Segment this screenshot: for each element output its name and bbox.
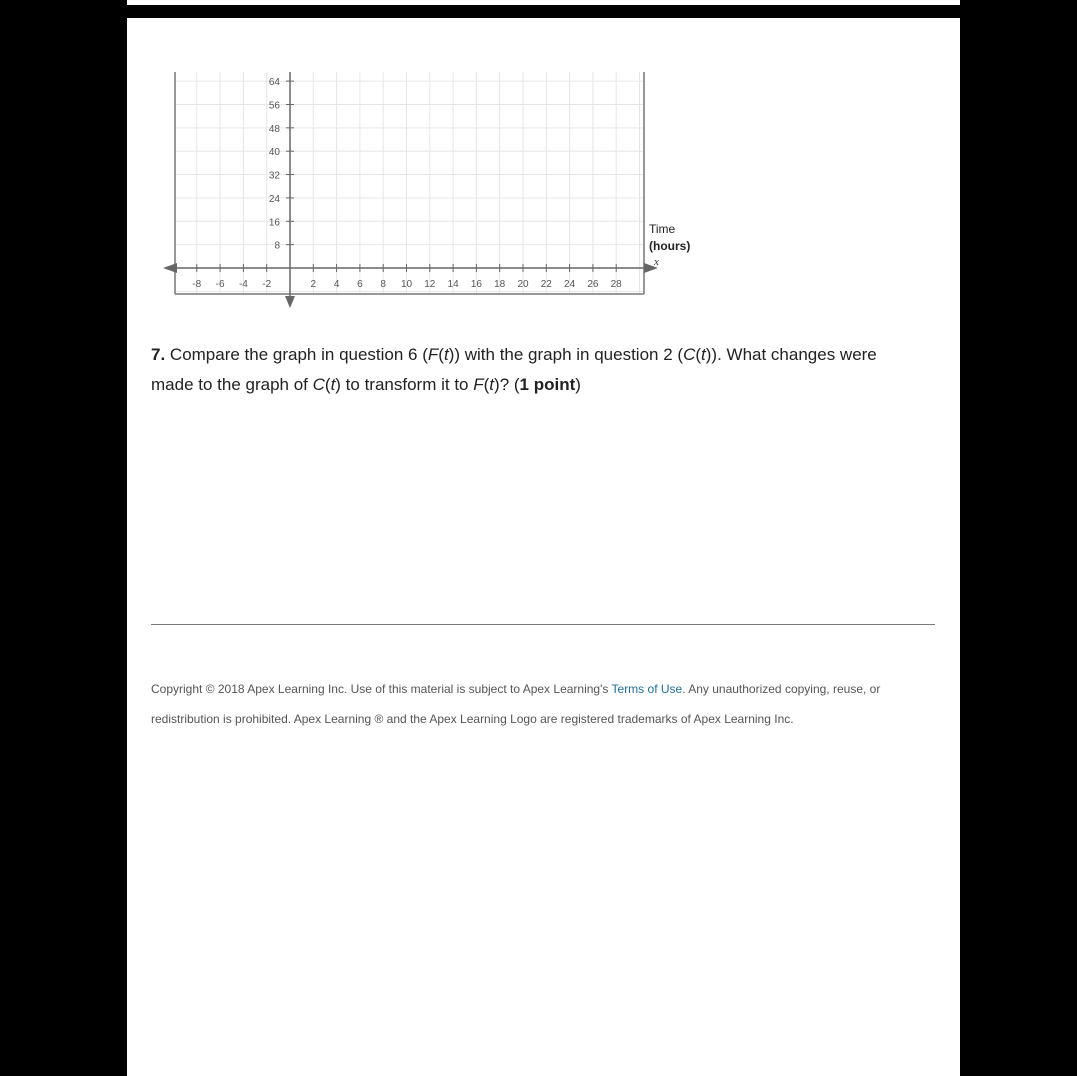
- y-tick-label: 8: [274, 240, 280, 252]
- x-axis-left-arrow: [163, 263, 177, 273]
- x-tick-label: 2: [310, 279, 317, 290]
- x-tick-label: 18: [494, 279, 506, 290]
- question-7: 7. Compare the graph in question 6 (F(t)) with the graph in question 2 (C(t)). What changes were made to the graph of C(t) to transform it to F(t)? (1 point): [151, 345, 877, 394]
- x-tick-label: 6: [357, 279, 363, 290]
- y-axis-down-arrow: [285, 296, 295, 308]
- x-tick-label: 16: [470, 279, 482, 290]
- footer-line-1: Copyright © 2018 Apex Learning Inc. Use of this material is subject to Apex Learning's Terms of Use. Any unauthorized copying, reuse, or: [151, 682, 881, 696]
- y-tick-label: 24: [268, 193, 280, 205]
- terms-of-use-link[interactable]: Terms of Use: [611, 682, 683, 696]
- x-tick-label: 10: [400, 279, 413, 290]
- question-points: 1 point: [519, 375, 576, 394]
- x-tick-label: 24: [564, 279, 576, 290]
- divider: [151, 624, 935, 625]
- x-axis-variable: x: [654, 256, 659, 268]
- coordinate-graph: [127, 18, 960, 318]
- x-tick-label: -8: [192, 279, 202, 290]
- x-tick-label: -6: [215, 279, 225, 290]
- x-tick-label: 8: [380, 279, 386, 290]
- x-tick-label: 22: [540, 279, 552, 290]
- x-tick-label: 4: [333, 279, 340, 290]
- x-tick-label: 28: [610, 279, 622, 290]
- worksheet-page: [127, 18, 960, 1076]
- x-tick-label: 20: [517, 279, 529, 290]
- x-tick-label: 12: [424, 279, 436, 290]
- y-tick-label: 48: [268, 123, 280, 135]
- x-axis-title-line-1: Time: [649, 222, 676, 236]
- question-number: 7.: [151, 345, 166, 364]
- y-tick-label: 40: [268, 147, 280, 159]
- top-bar: [127, 0, 960, 5]
- y-tick-label: 32: [268, 170, 280, 182]
- x-tick-label: -4: [238, 279, 248, 290]
- y-tick-label: 16: [268, 217, 280, 229]
- copyright-footer: [151, 674, 911, 734]
- x-tick-label: 14: [447, 279, 459, 290]
- footer-line-2: redistribution is prohibited. Apex Learning ® and the Apex Learning Logo are registered trademarks of Apex Learning Inc.: [151, 712, 794, 726]
- y-tick-label: 56: [268, 100, 280, 112]
- x-tick-label: -2: [262, 279, 272, 290]
- x-axis-title-line-2: (hours): [649, 239, 691, 253]
- y-tick-label: 64: [268, 77, 280, 89]
- x-tick-label: 26: [587, 279, 599, 290]
